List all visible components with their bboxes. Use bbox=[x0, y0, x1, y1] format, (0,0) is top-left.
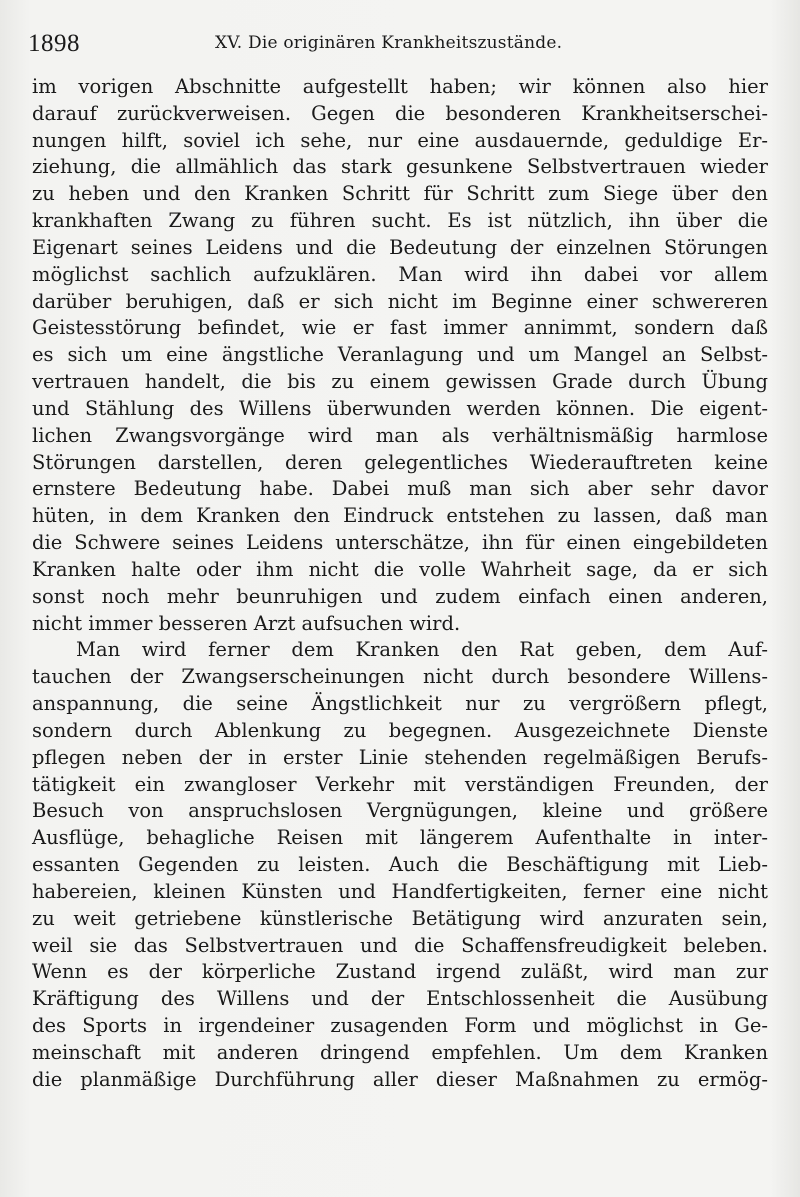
text-line: ernstere Bedeutung habe. Dabei muß man sich aber sehr davor bbox=[32, 477, 768, 501]
text-line: tauchen der Zwangserscheinungen nicht durch besondere Willens- bbox=[32, 665, 768, 689]
text-line: Kräftigung des Willens und der Entschlossenheit die Ausübung bbox=[32, 987, 768, 1011]
text-line: anspannung, die seine Ängstlichkeit nur zu vergrößern pflegt, bbox=[32, 692, 768, 716]
text-line: darüber beruhigen, daß er sich nicht im Beginne einer schwereren bbox=[32, 289, 768, 313]
body-text bbox=[32, 74, 768, 1093]
text-line: krankhaften Zwang zu führen sucht. Es ist nützlich, ihn über die bbox=[32, 209, 768, 233]
text-line: Kranken halte oder ihm nicht die volle Wahrheit sage, da er sich bbox=[32, 557, 768, 581]
text-line: hüten, in dem Kranken den Eindruck entstehen zu lassen, daß man bbox=[32, 504, 768, 528]
text-line: sondern durch Ablenkung zu begegnen. Ausgezeichnete Dienste bbox=[32, 718, 768, 742]
text-line: Ausflüge, behagliche Reisen mit längerem Aufenthalte in inter- bbox=[32, 826, 768, 850]
paragraph-start-line: Man wird ferner dem Kranken den Rat geben, dem Auf- bbox=[76, 638, 768, 662]
text-line: habereien, kleinen Künsten und Handfertigkeiten, ferner eine nicht bbox=[32, 879, 768, 903]
text-line: es sich um eine ängstliche Veranlagung und um Mangel an Selbst- bbox=[32, 343, 768, 367]
text-line: und Stählung des Willens überwunden werden können. Die eigent- bbox=[32, 396, 768, 420]
text-line: sonst noch mehr beunruhigen und zudem einfach einen anderen, bbox=[32, 584, 768, 608]
text-line: lichen Zwangsvorgänge wird man als verhältnismäßig harmlose bbox=[32, 423, 768, 447]
text-line: Störungen darstellen, deren gelegentliches Wiederauftreten keine bbox=[32, 450, 768, 474]
text-line: weil sie das Selbstvertrauen und die Schaffensfreudigkeit beleben. bbox=[32, 933, 768, 957]
text-line: die planmäßige Durchführung aller dieser Maßnahmen zu ermög- bbox=[32, 1067, 768, 1091]
text-line: meinschaft mit anderen dringend empfehlen. Um dem Kranken bbox=[32, 1040, 768, 1064]
text-line: Besuch von anspruchslosen Vergnügungen, kleine und größere bbox=[32, 799, 768, 823]
running-head: XV. Die originären Krankheitszustände. bbox=[215, 33, 563, 53]
text-line: darauf zurückverweisen. Gegen die besonderen Krankheitserschei- bbox=[32, 101, 768, 125]
text-line: pflegen neben der in erster Linie stehenden regelmäßigen Berufs- bbox=[32, 745, 768, 769]
text-line: zu weit getriebene künstlerische Betätigung wird anzuraten sein, bbox=[32, 906, 768, 930]
text-line: vertrauen handelt, die bis zu einem gewissen Grade durch Übung bbox=[32, 370, 768, 394]
text-line: Eigenart seines Leidens und die Bedeutung der einzelnen Störungen bbox=[32, 235, 768, 259]
text-line: im vorigen Abschnitte aufgestellt haben; wir können also hier bbox=[32, 75, 768, 98]
text-line: tätigkeit ein zwangloser Verkehr mit verständigen Freunden, der bbox=[32, 772, 768, 796]
text-line: Wenn es der körperliche Zustand irgend zuläßt, wird man zur bbox=[32, 960, 768, 984]
text-line: nungen hilft, soviel ich sehe, nur eine ausdauernde, geduldige Er- bbox=[32, 128, 768, 152]
text-line: des Sports in irgendeiner zusagenden Form und möglichst in Ge- bbox=[32, 1013, 768, 1037]
text-line: Geistesstörung befindet, wie er fast immer annimmt, sondern daß bbox=[32, 316, 768, 340]
paragraph-end-line: nicht immer besseren Arzt aufsuchen wird. bbox=[32, 611, 461, 635]
page-header bbox=[28, 30, 778, 60]
text-line: zu heben und den Kranken Schritt für Schritt zum Siege über den bbox=[32, 182, 768, 206]
text-line: ziehung, die allmählich das stark gesunkene Selbstvertrauen wieder bbox=[32, 155, 768, 179]
text-line: essanten Gegenden zu leisten. Auch die Beschäftigung mit Lieb- bbox=[32, 853, 768, 877]
page-number: 1898 bbox=[28, 30, 80, 57]
text-line: die Schwere seines Leidens unterschätze, ihn für einen eingebildeten bbox=[32, 531, 768, 555]
text-line: möglichst sachlich aufzuklären. Man wird ihn dabei vor allem bbox=[32, 262, 768, 286]
